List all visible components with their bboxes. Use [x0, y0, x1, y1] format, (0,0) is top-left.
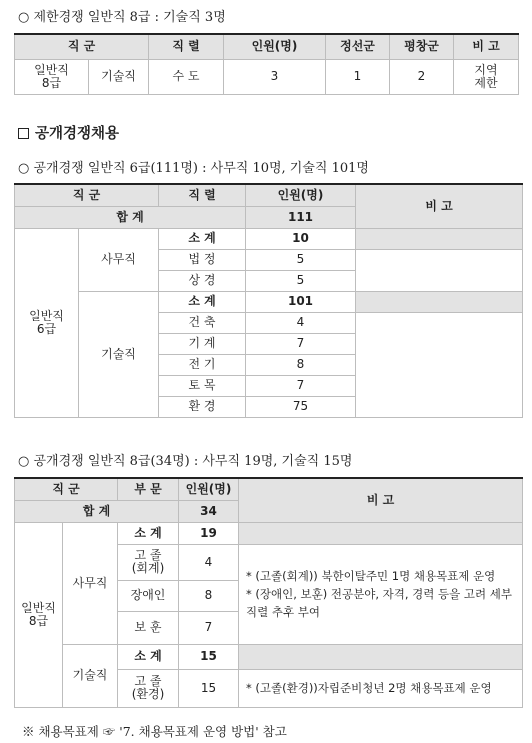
table-row: [15, 59, 519, 94]
col-header-series: 직 렬: [159, 184, 246, 206]
cell-admin: 사무직: [79, 228, 159, 291]
table-row: 고 졸 (회계) 4 * (고졸(회계)) 북한이탈주민 1명 채용목표제 운영 * (장애인, 보훈) 전공분야, 자격, 경력 등을 고려 세부직렬 추후 부여: [15, 544, 523, 580]
cell-group: 일반직 8급: [15, 522, 63, 707]
table-row: [15, 228, 523, 249]
col-header-count: 인원(명): [224, 34, 326, 59]
col-header-group: 직 군: [15, 34, 149, 59]
table-row: 환 경 75: [15, 396, 523, 417]
admin-note: * (고졸(회계)) 북한이탈주민 1명 채용목표제 운영 * (장애인, 보훈) 전공분야, 자격, 경력 등을 고려 세부직렬 추후 부여: [239, 544, 523, 644]
table-row: 고 졸 (환경) 15 * (고졸(환경))자립준비청년 2명 채용목표제 운영: [15, 669, 523, 707]
table-row: 상 경 5: [15, 270, 523, 291]
heading-open-6: ○ 공개경쟁 일반직 6급(111명) : 사무직 10명, 기술직 101명: [18, 161, 369, 176]
table-row: [15, 522, 523, 544]
subtotal-label: 소 계: [159, 228, 246, 249]
table-row: 기 계 7: [15, 333, 523, 354]
col-header-group: 직 군: [15, 478, 118, 500]
subtotal-value: 19: [179, 522, 239, 544]
col-header-series: 직 렬: [149, 34, 224, 59]
checkbox-square-icon: [18, 128, 29, 139]
subtotal-value: 15: [179, 644, 239, 669]
subtotal-label: 소 계: [118, 644, 179, 669]
col-header-note: 비 고: [239, 478, 523, 522]
total-label: 합 계: [15, 206, 246, 228]
col-header-jeongseon: 정선군: [326, 34, 390, 59]
col-header-division: 부 문: [118, 478, 179, 500]
col-header-pyeongchang: 평창군: [390, 34, 454, 59]
table-row: 보 훈 7: [15, 611, 523, 644]
col-header-group: 직 군: [15, 184, 159, 206]
total-value: 34: [179, 500, 239, 522]
total-value: 111: [246, 206, 356, 228]
total-label: 합 계: [15, 500, 179, 522]
cell-jeongseon: 1: [326, 59, 390, 94]
table-row: [15, 644, 523, 669]
heading-restricted-8: ○ 제한경쟁 일반직 8급 : 기술직 3명: [18, 10, 226, 25]
cell-group: 일반직 8급: [15, 59, 89, 94]
subtotal-value: 101: [246, 291, 356, 312]
table-row: [15, 291, 523, 312]
cell-sub: 기술직: [89, 59, 149, 94]
table-row: 법 정 5: [15, 249, 523, 270]
table-row: 전 기 8: [15, 354, 523, 375]
subtotal-label: 소 계: [159, 291, 246, 312]
subtotal-value: 10: [246, 228, 356, 249]
cell-note: 지역 제한: [454, 59, 519, 94]
cell-admin: 사무직: [63, 522, 118, 644]
cell-series: 수 도: [149, 59, 224, 94]
col-header-count: 인원(명): [179, 478, 239, 500]
cell-tech: 기술직: [79, 291, 159, 417]
section-title: 공개경쟁채용: [18, 122, 119, 143]
cell-count: 3: [224, 59, 326, 94]
tech-note: * (고졸(환경))자립준비청년 2명 채용목표제 운영: [239, 669, 523, 707]
table-row: 건 축 4: [15, 312, 523, 333]
cell-tech: 기술직: [63, 644, 118, 707]
table-row: 장애인 8: [15, 580, 523, 611]
cell-pyeongchang: 2: [390, 59, 454, 94]
table-restricted-8: [14, 33, 519, 95]
col-header-note: 비 고: [454, 34, 519, 59]
table-open-6: [14, 183, 523, 418]
col-header-note: 비 고: [356, 184, 523, 228]
table-row: 토 목 7: [15, 375, 523, 396]
subtotal-label: 소 계: [118, 522, 179, 544]
col-header-count: 인원(명): [246, 184, 356, 206]
table-open-8: [14, 477, 523, 708]
footnote: ※ 채용목표제 ☞ '7. 채용목표제 운영 방법' 참고: [22, 724, 287, 739]
heading-open-8: ○ 공개경쟁 일반직 8급(34명) : 사무직 19명, 기술직 15명: [18, 454, 353, 469]
cell-group: 일반직 6급: [15, 228, 79, 417]
